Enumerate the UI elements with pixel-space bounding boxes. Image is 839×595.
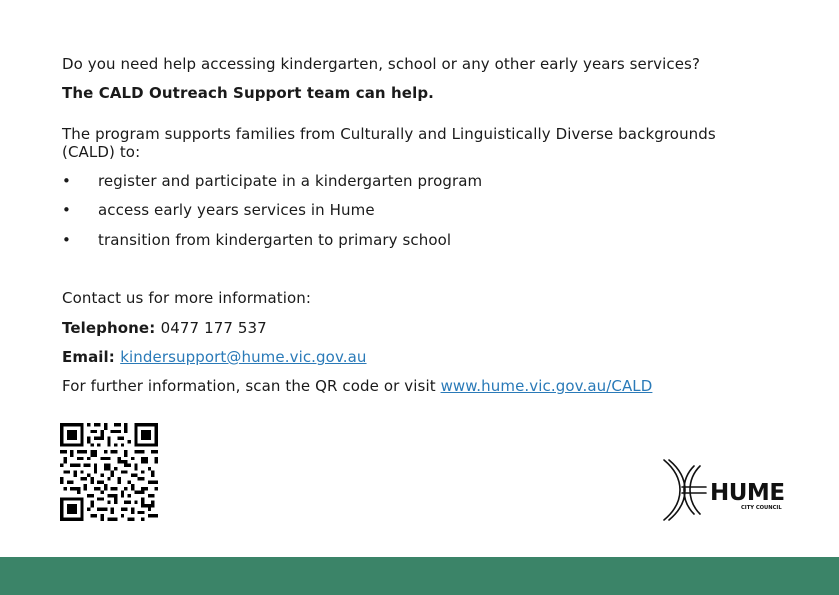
telephone-value: 0477 177 537 [160, 319, 267, 337]
bullet-marker: • [62, 172, 71, 190]
telephone-label: Telephone: [62, 319, 161, 337]
website-link[interactable]: www.hume.vic.gov.au/CALD [440, 377, 653, 395]
bullet-item [62, 171, 752, 191]
email-row [62, 347, 367, 367]
bullet-marker: • [62, 231, 71, 249]
bullet-item-text: register and participate in a kindergarten program [98, 172, 483, 190]
logo-name: HUME [710, 480, 785, 506]
bullet-item [62, 200, 752, 220]
footer-bar [0, 557, 839, 595]
bullet-item-text: transition from kindergarten to primary school [98, 231, 452, 249]
email-label: Email: [62, 348, 121, 366]
telephone-row [62, 318, 267, 338]
hume-emblem-icon [664, 460, 706, 520]
bullet-item-text: access early years services in Hume [98, 201, 375, 219]
intro-question: Do you need help accessing kindergarten, school or any other early years services? [62, 55, 701, 73]
qr-code [60, 423, 158, 521]
hume-city-council-logo [660, 458, 786, 522]
further-info-text: For further information, scan the QR code or visit [62, 377, 441, 395]
bullet-item [62, 230, 752, 250]
further-info-row [62, 376, 652, 396]
logo-subtitle: CITY COUNCIL [741, 505, 782, 511]
intro-headline: The CALD Outreach Support team can help. [62, 84, 434, 102]
program-description: The program supports families from Culturally and Linguistically Diverse backgrounds (CALD) to: [62, 125, 716, 161]
bullet-marker: • [62, 201, 71, 219]
email-link[interactable]: kindersupport@hume.vic.gov.au [120, 348, 367, 366]
contact-heading: Contact us for more information: [62, 289, 312, 307]
